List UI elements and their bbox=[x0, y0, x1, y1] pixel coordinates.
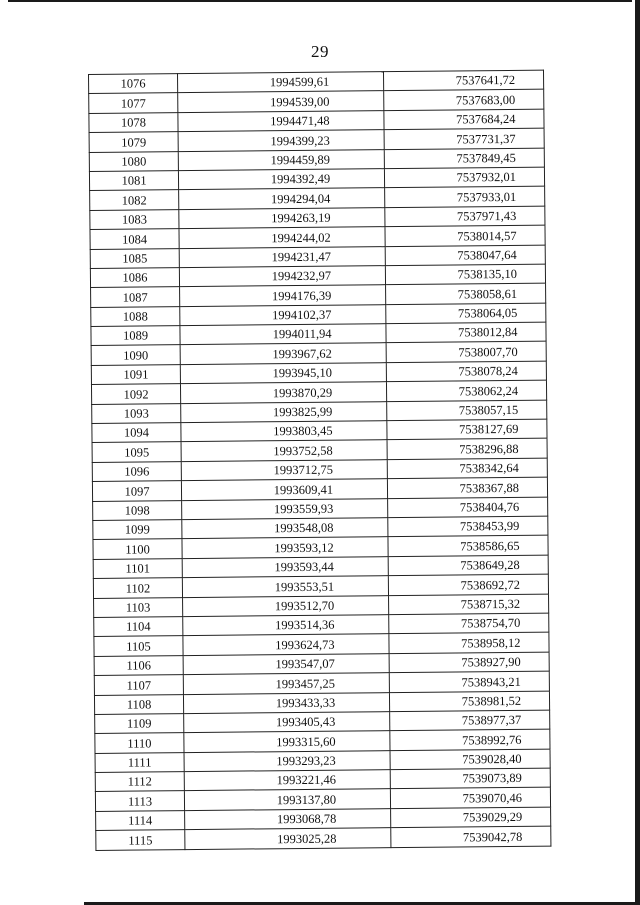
x-coordinate-cell: 1993609,41 bbox=[181, 479, 387, 500]
y-coordinate-cell: 7538367,88 bbox=[388, 477, 548, 498]
point-number-cell: 1110 bbox=[95, 733, 184, 753]
point-number-cell: 1103 bbox=[94, 597, 183, 617]
point-number-cell: 1096 bbox=[92, 461, 181, 481]
x-coordinate-cell: 1994294,04 bbox=[179, 188, 385, 209]
x-coordinate-cell: 1993221,46 bbox=[184, 770, 390, 791]
x-coordinate-cell: 1994539,00 bbox=[178, 91, 384, 112]
x-coordinate-cell: 1993457,25 bbox=[183, 673, 389, 694]
coordinates-table-body bbox=[89, 70, 551, 850]
x-coordinate-cell: 1993548,08 bbox=[182, 518, 388, 539]
table-row bbox=[96, 826, 551, 850]
y-coordinate-cell: 7538296,88 bbox=[387, 439, 547, 460]
point-number-cell: 1079 bbox=[89, 132, 178, 152]
point-number-cell: 1090 bbox=[91, 345, 180, 365]
point-number-cell: 1106 bbox=[94, 655, 183, 675]
point-number-cell: 1113 bbox=[95, 791, 184, 811]
y-coordinate-cell: 7539042,78 bbox=[391, 826, 551, 847]
point-number-cell: 1099 bbox=[93, 520, 182, 540]
x-coordinate-cell: 1994399,23 bbox=[178, 130, 384, 151]
y-coordinate-cell: 7538981,52 bbox=[390, 691, 550, 712]
point-number-cell: 1076 bbox=[89, 74, 178, 94]
x-coordinate-cell: 1993512,70 bbox=[183, 595, 389, 616]
y-coordinate-cell: 7538586,65 bbox=[388, 535, 548, 556]
point-number-cell: 1085 bbox=[90, 248, 179, 268]
y-coordinate-cell: 7538007,70 bbox=[386, 342, 546, 363]
point-number-cell: 1111 bbox=[95, 752, 184, 772]
x-coordinate-cell: 1994176,39 bbox=[180, 285, 386, 306]
y-coordinate-cell: 7537684,24 bbox=[384, 109, 544, 130]
y-coordinate-cell: 7538014,57 bbox=[385, 225, 545, 246]
x-coordinate-cell: 1993553,51 bbox=[182, 576, 388, 597]
point-number-cell: 1078 bbox=[89, 112, 178, 132]
x-coordinate-cell: 1994471,48 bbox=[178, 110, 384, 131]
y-coordinate-cell: 7537932,01 bbox=[385, 167, 545, 188]
point-number-cell: 1083 bbox=[90, 209, 179, 229]
y-coordinate-cell: 7538958,12 bbox=[389, 632, 549, 653]
y-coordinate-cell: 7538453,99 bbox=[388, 516, 548, 537]
y-coordinate-cell: 7538927,90 bbox=[389, 652, 549, 673]
x-coordinate-cell: 1993712,75 bbox=[181, 459, 387, 480]
x-coordinate-cell: 1994599,61 bbox=[178, 72, 384, 93]
point-number-cell: 1080 bbox=[89, 151, 178, 171]
y-coordinate-cell: 7538977,37 bbox=[390, 710, 550, 731]
point-number-cell: 1109 bbox=[95, 714, 184, 734]
y-coordinate-cell: 7538715,32 bbox=[389, 594, 549, 615]
x-coordinate-cell: 1993752,58 bbox=[181, 440, 387, 461]
point-number-cell: 1088 bbox=[91, 306, 180, 326]
x-coordinate-cell: 1994011,94 bbox=[180, 324, 386, 345]
point-number-cell: 1102 bbox=[93, 578, 182, 598]
y-coordinate-cell: 7539029,29 bbox=[391, 807, 551, 828]
x-coordinate-cell: 1993514,36 bbox=[183, 615, 389, 636]
y-coordinate-cell: 7537731,37 bbox=[384, 128, 544, 149]
x-coordinate-cell: 1993137,80 bbox=[184, 789, 390, 810]
point-number-cell: 1094 bbox=[92, 423, 181, 443]
y-coordinate-cell: 7539028,40 bbox=[390, 749, 550, 770]
x-coordinate-cell: 1993945,10 bbox=[180, 363, 386, 384]
x-coordinate-cell: 1994102,37 bbox=[180, 304, 386, 325]
x-coordinate-cell: 1994263,19 bbox=[179, 207, 385, 228]
x-coordinate-cell: 1993315,60 bbox=[184, 731, 390, 752]
point-number-cell: 1086 bbox=[90, 268, 179, 288]
y-coordinate-cell: 7538342,64 bbox=[387, 458, 547, 479]
x-coordinate-cell: 1993593,44 bbox=[182, 556, 388, 577]
x-coordinate-cell: 1993405,43 bbox=[184, 712, 390, 733]
y-coordinate-cell: 7538692,72 bbox=[388, 574, 548, 595]
y-coordinate-cell: 7538078,24 bbox=[386, 361, 546, 382]
y-coordinate-cell: 7538992,76 bbox=[390, 729, 550, 750]
point-number-cell: 1098 bbox=[93, 500, 182, 520]
point-number-cell: 1092 bbox=[91, 384, 180, 404]
scan-border-right bbox=[635, 0, 640, 905]
point-number-cell: 1115 bbox=[96, 830, 185, 850]
x-coordinate-cell: 1993803,45 bbox=[181, 421, 387, 442]
y-coordinate-cell: 7539073,89 bbox=[390, 768, 550, 789]
point-number-cell: 1095 bbox=[92, 442, 181, 462]
x-coordinate-cell: 1994459,89 bbox=[178, 149, 384, 170]
point-number-cell: 1101 bbox=[93, 558, 182, 578]
x-coordinate-cell: 1993870,29 bbox=[181, 382, 387, 403]
y-coordinate-cell: 7538012,84 bbox=[386, 322, 546, 343]
x-coordinate-cell: 1993025,28 bbox=[185, 828, 391, 849]
x-coordinate-cell: 1994232,97 bbox=[179, 266, 385, 287]
point-number-cell: 1084 bbox=[90, 229, 179, 249]
y-coordinate-cell: 7539070,46 bbox=[391, 788, 551, 809]
point-number-cell: 1104 bbox=[94, 617, 183, 637]
point-number-cell: 1097 bbox=[92, 481, 181, 501]
y-coordinate-cell: 7538135,10 bbox=[385, 264, 545, 285]
x-coordinate-cell: 1993068,78 bbox=[185, 808, 391, 829]
point-number-cell: 1112 bbox=[95, 772, 184, 792]
scan-border-top bbox=[8, 0, 632, 2]
y-coordinate-cell: 7537641,72 bbox=[384, 70, 544, 91]
y-coordinate-cell: 7538127,69 bbox=[387, 419, 547, 440]
x-coordinate-cell: 1993825,99 bbox=[181, 401, 387, 422]
y-coordinate-cell: 7537933,01 bbox=[385, 186, 545, 207]
point-number-cell: 1082 bbox=[90, 190, 179, 210]
point-number-cell: 1089 bbox=[91, 326, 180, 346]
point-number-cell: 1081 bbox=[89, 171, 178, 191]
point-number-cell: 1093 bbox=[92, 403, 181, 423]
point-number-cell: 1091 bbox=[91, 364, 180, 384]
x-coordinate-cell: 1993624,73 bbox=[183, 634, 389, 655]
x-coordinate-cell: 1993967,62 bbox=[180, 343, 386, 364]
point-number-cell: 1100 bbox=[93, 539, 182, 559]
x-coordinate-cell: 1994392,49 bbox=[178, 169, 384, 190]
x-coordinate-cell: 1993547,07 bbox=[183, 653, 389, 674]
point-number-cell: 1105 bbox=[94, 636, 183, 656]
y-coordinate-cell: 7537683,00 bbox=[384, 90, 544, 111]
y-coordinate-cell: 7537849,45 bbox=[384, 148, 544, 169]
point-number-cell: 1108 bbox=[94, 694, 183, 714]
y-coordinate-cell: 7538058,61 bbox=[386, 283, 546, 304]
y-coordinate-cell: 7538057,15 bbox=[387, 400, 547, 421]
x-coordinate-cell: 1993293,23 bbox=[184, 750, 390, 771]
y-coordinate-cell: 7538062,24 bbox=[387, 380, 547, 401]
x-coordinate-cell: 1993433,33 bbox=[183, 692, 389, 713]
x-coordinate-cell: 1993559,93 bbox=[182, 498, 388, 519]
x-coordinate-cell: 1993593,12 bbox=[182, 537, 388, 558]
point-number-cell: 1077 bbox=[89, 93, 178, 113]
coordinates-table bbox=[88, 70, 551, 851]
point-number-cell: 1114 bbox=[96, 810, 185, 830]
y-coordinate-cell: 7538064,05 bbox=[386, 303, 546, 324]
y-coordinate-cell: 7538404,76 bbox=[388, 497, 548, 518]
point-number-cell: 1107 bbox=[94, 675, 183, 695]
x-coordinate-cell: 1994231,47 bbox=[179, 246, 385, 267]
y-coordinate-cell: 7538754,70 bbox=[389, 613, 549, 634]
page-number: 29 bbox=[311, 42, 329, 61]
y-coordinate-cell: 7538047,64 bbox=[385, 245, 545, 266]
y-coordinate-cell: 7538943,21 bbox=[389, 671, 549, 692]
y-coordinate-cell: 7538649,28 bbox=[388, 555, 548, 576]
point-number-cell: 1087 bbox=[91, 287, 180, 307]
x-coordinate-cell: 1994244,02 bbox=[179, 227, 385, 248]
y-coordinate-cell: 7537971,43 bbox=[385, 206, 545, 227]
